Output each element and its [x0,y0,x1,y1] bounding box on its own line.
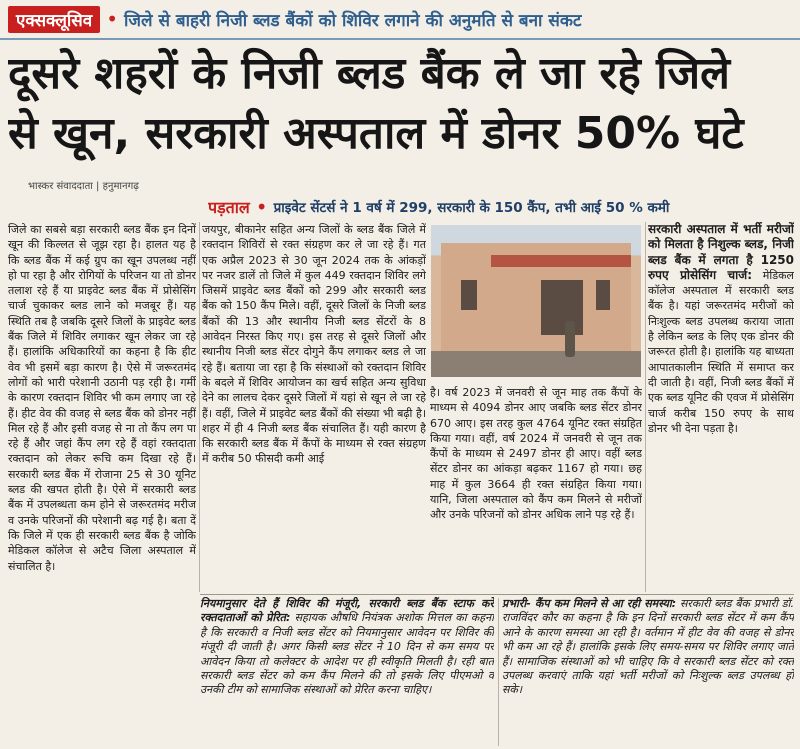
hospital-building-photo [431,225,641,377]
probe-strap [208,194,798,220]
probe-bullet: • [255,195,268,219]
column-divider [199,222,200,592]
quote-box-lead: प्रभारी- कैंप कम मिलने से आ रही समस्या: [502,597,677,610]
column-divider [498,598,499,746]
headline-line-2: से खून, सरकारी अस्पताल में डोनर 50% घटे [8,108,744,159]
sidebar-lead: सरकारी अस्पताल में भर्ती मरीजों को मिलता है निशुल्क ब्लड, निजी ब्लड बैंक में लगता है 1250 रुपए प्रोसेसिंग चार्ज: [648,222,794,282]
quote-box-text: सरकारी ब्लड बैंक प्रभारी डॉ. राजविंदर कौर का कहना है कि इन दिनों सरकारी ब्लड सेंटर में कम कैंप आने के कारण समस्या आ रही है। वर्तमान में हीट वेव की वजह से डोनर भी कम आ रहे हैं। हालांकि इसके लिए समय-समय पर शिविर लगाए जाते हैं। सामाजिक संस्थाओं को भी चाहिए कि वे सरकारी ब्लड सेंटर को रक्त उपलब्ध करवाएं ताकि यहां भर्ती मरीजों को निःशुल्क ब्लड उपलब्ध हो सके। [502,597,794,697]
kicker-bullet: • [106,7,118,31]
sidebar-text: मेडिकल कॉलेज अस्पताल में सरकारी ब्लड बैंक है। यहां जरूरतमंद मरीजों को निःशुल्क ब्लड उपलब्ध कराया जाता है लेकिन ब्लड के लिए एक डोनर की जरूरत होती है। हालांकि यह बाध्यता आपातकालीन स्थिति में समाप्त कर दी जाती है। वहीं, निजी ब्लड बैंकों में एक ब्लड यूनिट की एवज में प्रोसेसिंग चार्ज करीब 150 रुपए के साथ डोनर भी देना पड़ता है। [648,268,794,435]
exclusive-kicker: एक्सक्लूसिव [8,6,100,33]
sidebar-column [648,222,794,592]
probe-text: प्राइवेट सेंटर्स ने 1 वर्ष में 299, सरकारी के 150 कैंप, तभी आई 50 % कमी [273,200,670,216]
quote-box-incharge [502,597,794,747]
probe-tag: पड़ताल [208,198,250,217]
quote-box-lead: नियमानुसार देते हैं शिविर की मंजूरी, सरकारी ब्लड बैंक स्टाफ करे रक्तदाताओं को प्रेरित: [200,597,494,625]
article-column-1: जिले का सबसे बड़ा सरकारी ब्लड बैंक इन दिनों खून की किल्लत से जूझ रहा है। हालत यह है कि ब्लड बैंक में कई ग्रुप का खून उपलब्ध नहीं हो पा रहा है और रोगियों के परिजन या तो डोनर तलाश रहे हैं या प्राइवेट ब्लड बैंक में प्रोसेसिंग चार्ज चुकाकर ब्लड लाने को मजबूर हैं। यह स्थिति तब है जबकि दूसरे जिलों के प्राइवेट ब्लड बैंक जिले में शिविर लगाकर खून लेकर जा रहे हैं। हालांकि अधिकारियों का कहना है कि हीट वेव भी इसमें बड़ा कारण है। ऐसे में जरूरतमंद लोगों को भारी परेशानी उठानी पड़ रही है। गर्मी के कारण रक्तदान शिविर भी कम लगाए जा रहे हैं। हीट वेव की वजह से ब्लड बैंक को डोनर नहीं मिल रहे हैं और इसी वजह से ना तो कैंप लग पा रहे हैं और जहां कैंप लग रहे हैं वहां रक्तदाता रक्तदान को लेकर रूचि कम दिखा रहे हैं। सरकारी ब्लड बैंक में रोजाना 25 से 30 यूनिट ब्लड की खपत होती है। ऐसे में सरकारी ब्लड बैंक में उपलब्धता कम होने से जरूरतमंद मरीज व उनके परिजनों की परेशानी बढ़ गई है। बता दें कि जिले में एक ही सरकारी ब्लड बैंक है जोकि मेडिकल कॉलेज से अटैच जिला अस्पताल में संचालित है। [8,223,196,573]
story-topbar [0,0,800,40]
quote-box-controller [200,597,494,747]
quote-box-text: सहायक औषधि नियंत्रक अशोक मित्तल का कहना है कि सरकारी व निजी ब्लड सेंटर को नियमानुसार आवेदन पर शिविर की मंजूरी दी जाती है। अगर किसी ब्लड सेंटर ने 10 दिन से कम समय पर आवेदन किया तो कलेक्टर के आदेश पर ही स्वीकृति मिलती है। रही बात सरकारी ब्लड सेंटर को कम कैंप मिलने की तो इसके लिए पीएमओ व उनकी टीम को सामाजिक संस्थाओं को प्रेरित करना चाहिए। [200,611,494,697]
headline-line-1: दूसरे शहरों के निजी ब्लड बैंक ले जा रहे जिले [8,48,730,99]
article-column-3: है। वर्ष 2023 में जनवरी से जून माह तक कैंपों के माध्यम से 4094 डोनर आए जबकि ब्लड सेंटर डोनर 670 आए। इस तरह कुल 4764 यूनिट रक्त संग्रहित किया गया। वहीं, वर्ष 2024 में जनवरी से जून तक कैंपों के माध्यम से 2497 डोनर ही आए। वहीं ब्लड सेंटर डोनर का आंकड़ा बढ़कर 1167 हो गया। छह माह में कुल 3664 ही रक्त संग्रहित किया गया। यानि, जिला अस्पताल को कैंप कम मिलने से मरीजों और उनके परिजनों को डोनर अधिक लाने पड़ रहे हैं। [430,386,642,522]
article-column-2: जयपुर, बीकानेर सहित अन्य जिलों के ब्लड बैंक जिले में रक्तदान शिविरों से रक्त संग्रहण कर ले जा रहे हैं। गत एक अप्रैल 2023 से 30 जून 2024 तक के आंकड़ों पर नजर डालें तो जिले में कुल 449 रक्तदान शिविर लगे जिसमें प्राइवेट ब्लड बैंकों को 299 और सरकारी ब्लड बैंक को 150 कैंप मिले। वहीं, दूसरे जिलों के निजी ब्लड बैंकों की 13 और स्थानीय निजी ब्लड सेंटरों के 8 आवेदन निरस्त किए गए। इस तरह से दूसरे जिलों और स्थानीय निजी ब्लड सेंटर दोगुने कैंप लगाकर ब्लड ले जा रहे हैं। बताया जा रहा है कि संस्थाओं को रक्तदान शिविर के बदले में शिविर आयोजन का खर्च सहित अन्य सुविधा देने का लालच देकर दूसरे जिलों में यहां से खून ले जा रहे हैं। वहीं, जिले में प्राइवेट ब्लड बैंकों की संख्या भी बढ़ी है। शहर में ही 4 निजी ब्लड बैंक संचालित हैं। यही कारण है कि सरकारी ब्लड बैंक में कैंपों के माध्यम से रक्त संग्रहण में करीब 50 फीसदी कमी आई [202,223,426,466]
kicker-subline: जिले से बाहरी निजी ब्लड बैंकों को शिविर लगाने की अनुमति से बना संकट [124,10,582,31]
column-divider [645,222,646,592]
headline [8,44,792,164]
section-divider [200,594,794,595]
byline: भास्कर संवाददाता | हनुमानगढ़ [28,181,139,192]
